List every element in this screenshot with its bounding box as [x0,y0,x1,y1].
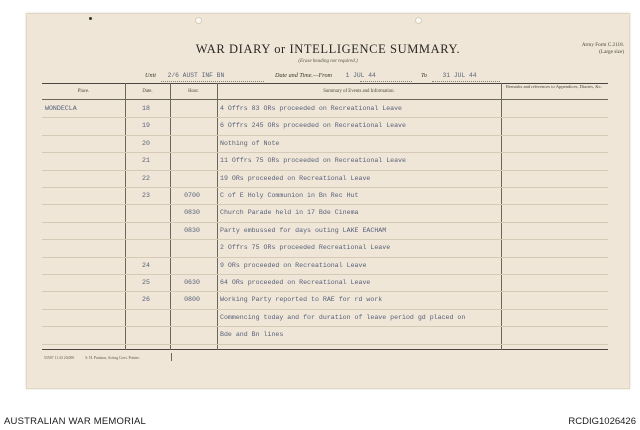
cell-date: 21 [142,157,150,165]
document-title: WAR DIARY or INTELLIGENCE SUMMARY. [195,42,461,56]
unit-value: 2/6 AUST INF BN [167,72,225,79]
institution-credit: AUSTRALIAN WAR MEMORIAL [4,416,147,427]
army-form-label: Army Form C.2118. [581,42,624,48]
row-rule [42,135,608,136]
cell-place: WONDECLA [45,105,77,112]
row-rule [42,309,608,310]
cell-hour: 0830 [184,209,200,217]
date-continuation-mark [171,353,172,361]
row-rule [42,187,608,188]
cell-hour: 0830 [184,226,200,234]
record-id: RCDIG1026426 [568,416,636,427]
row-rule [42,117,608,118]
printer-code: 55567 11.43 20,000 [44,356,75,360]
col-divider-hour [217,83,218,350]
punch-hole-right [415,17,422,24]
date-to-label: To [421,72,427,79]
row-rule [42,326,608,327]
document-subtitle: (Erase heading not required.) [298,59,358,64]
punch-hole-left [195,17,202,24]
row-rule [42,274,608,275]
cell-hour: 0700 [184,192,200,199]
header-date: Date. [142,89,153,94]
date-to-underline [432,81,500,82]
diary-sheet [26,13,630,389]
cell-summary: 64 ORs proceeded on Recreational Leave [220,279,371,286]
printer-imprint [44,356,150,360]
printer-name: S. H. Pattison, Acting Govt. Printer. [85,356,140,360]
unit-label: Unit [145,72,157,79]
row-rule [42,291,608,292]
header-bottom-rule [42,99,608,100]
date-field [275,72,376,79]
row-rule [42,170,608,171]
cell-hour: 0800 [184,296,200,304]
cell-date: 19 [142,122,150,130]
header-hour: Hour. [188,89,199,94]
date-from-value: 1 JUL 44 [345,72,376,79]
cell-summary: Nothing of Note [220,139,280,147]
unit-underline [161,81,264,82]
cell-date: 24 [142,261,150,269]
row-rule [42,257,608,258]
header-remarks: Remarks and references to Appendices, Diaries, &c. [505,84,603,89]
date-to-value: 31 JUL 44 [442,72,477,79]
ink-dot [89,17,92,20]
cell-date: 23 [142,192,150,199]
col-divider-date [170,83,171,350]
cell-summary: Bde and Bn lines [220,331,284,339]
cell-summary: C of E Holy Communion in Bn Rec Hut [220,192,359,199]
row-rule [42,222,608,223]
cell-date: 26 [142,296,150,304]
cell-summary: Working Party reported to RAE for rd work [220,296,383,304]
header-summary: Summary of Events and Information. [323,89,395,94]
cell-summary: 19 ORs proceeded on Recreational Leave [220,174,371,182]
date-from-underline [360,81,412,82]
cell-date: 25 [142,279,150,286]
cell-date: 18 [142,105,150,112]
table-bottom-rule [42,349,608,350]
cell-summary: 9 ORs proceeded on Recreational Leave [220,261,367,269]
cell-summary: 2 Offrs 75 ORs proceeded Recreational Leave [220,244,391,252]
army-form-size: (Large size) [599,49,624,55]
cell-summary: 11 Offrs 75 ORs proceeded on Recreational Leave [220,157,406,165]
cell-date: 20 [142,139,150,147]
col-divider-summary [501,83,502,350]
diary-table [42,83,608,350]
date-label: Date and Time.—From [275,72,333,79]
cell-date: 22 [142,174,150,182]
army-form-number [582,42,624,56]
cell-summary: 6 Offrs 245 ORs proceeded on Recreational Leave [220,122,406,130]
row-rule [42,344,608,345]
cell-hour: 0630 [184,279,200,286]
row-rule [42,239,608,240]
header-place: Place. [77,89,90,94]
row-rule [42,152,608,153]
cell-summary: Commencing today and for duration of leave period gd placed on [220,313,466,321]
cell-summary: Party embussed for days outing LAKE EACHAM [220,226,387,234]
date-to-field [421,72,477,79]
cell-summary: Church Parade held in 17 Bde Cinema [220,209,359,217]
cell-summary: 4 Offrs 83 ORs proceeded on Recreational Leave [220,105,403,112]
unit-field [145,72,224,79]
row-rule [42,204,608,205]
